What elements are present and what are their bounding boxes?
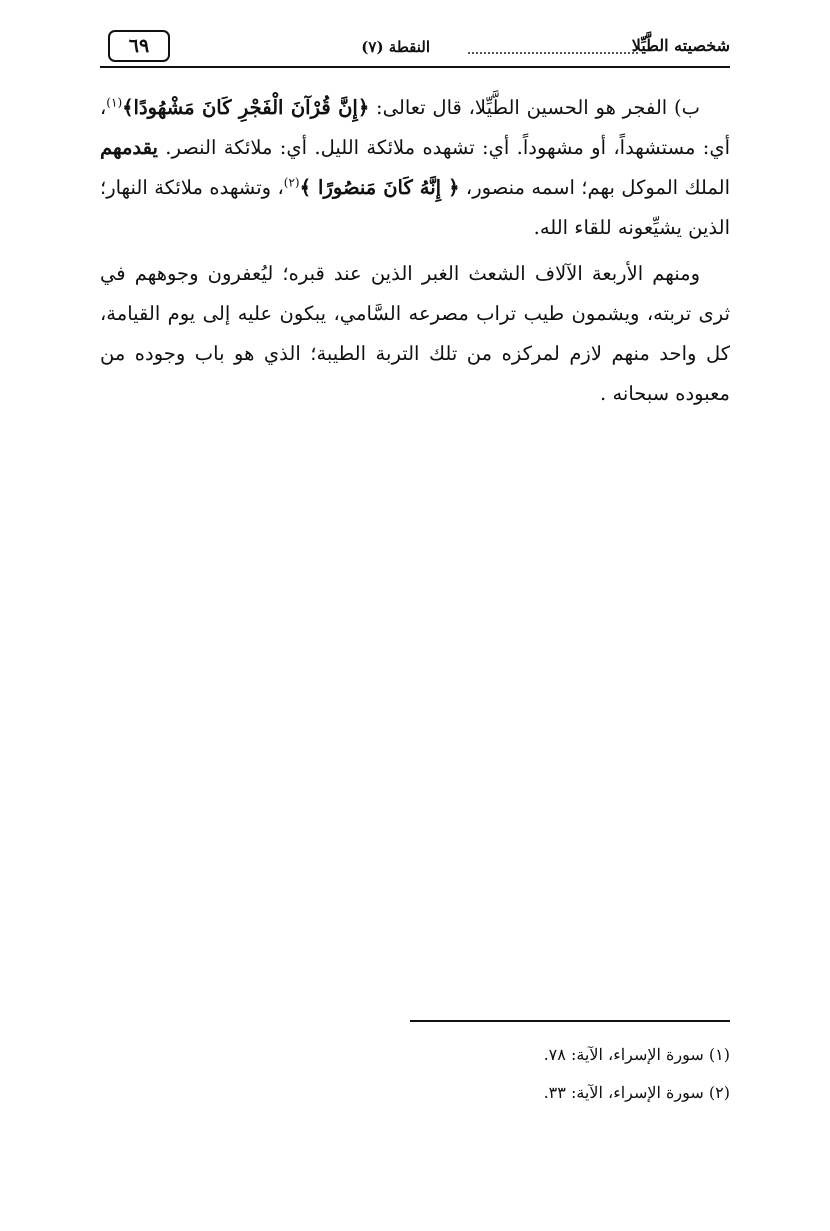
header-rule [100,66,730,68]
quran-verse-2: ﴿ إِنَّهُ كَانَ مَنصُورًا ﴾ [299,176,460,199]
paragraph-1 [100,88,730,248]
footnote-1: (١) سورة الإسراء، الآية: ٧٨. [543,1045,730,1064]
footnotes [400,1036,730,1112]
p1-text-a: ب) الفجر هو الحسين الطَّيِّلا، قال تعالى: [369,96,700,119]
footnote-ref-2: (٢) [283,175,300,190]
p1-text-d: ، وتشهده ملائكة النهار؛ الذين يشيِّعونه للقاء الله. [100,176,730,239]
quran-verse-1: ﴿إِنَّ قُرْآنَ الْفَجْرِ كَانَ مَشْهُودًا﴾ [122,96,370,119]
p1-bold-word: يقدمهم [100,136,158,159]
page-number: ٦٩ [108,30,170,62]
page-header [100,30,730,68]
leader-dots [468,38,638,54]
main-text [100,88,730,414]
footnote-2: (٢) سورة الإسراء، الآية: ٣٣. [543,1083,730,1102]
p1-text-c: الملك الموكل بهم؛ اسمه منصور، [459,176,730,199]
footnote-ref-1: (١) [106,95,123,110]
section-title: النقطة (٧) [361,38,430,56]
footnote-rule [410,1020,730,1022]
paragraph-2: ومنهم الأربعة الآلاف الشعث الغبر الذين عند قبره؛ ليُعفرون وجوههم في ثرى تربته، ويشمون طيب تراب مصرعه السَّامي، يبكون عليه إلى يوم القيامة، كل واحد منهم لازم لمركزه من تلك التربة الطيبة؛ الذي هو باب وجوده من معبوده سبحانه . [100,262,730,405]
running-title: شخصيته الطَّيِّلا [631,36,730,55]
p1-text-b: ، أي: مستشهداً، أو مشهوداً. أي: تشهده ملائكة الليل. أي: ملائكة النصر. [100,96,730,159]
